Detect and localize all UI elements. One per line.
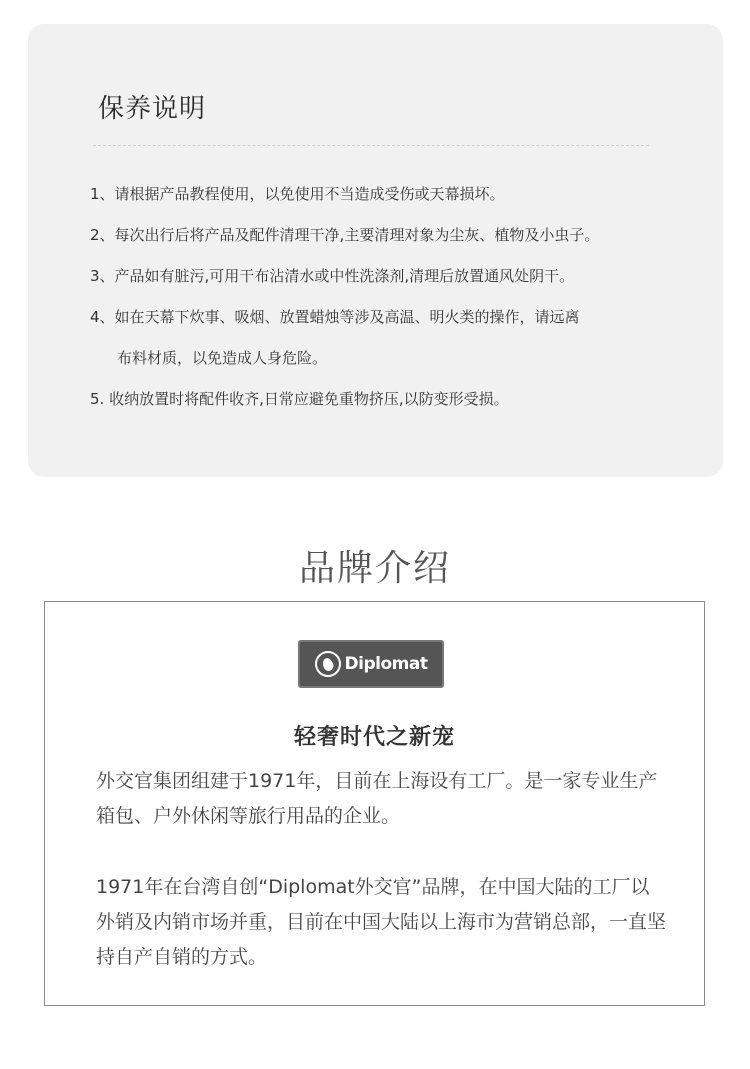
care-item (90, 256, 700, 297)
brand-intro-box (44, 601, 705, 1006)
brand-paragraph: 外交官集团组建于1971年，目前在上海设有工厂。是一家专业生产箱包、户外休闲等旅行用品的企业。 (96, 770, 658, 827)
care-item-text: 5. 收纳放置时将配件收齐,日常应避免重物挤压,以防变形受损。 (90, 390, 509, 408)
care-item-text: 4、如在天幕下炊事、吸烟、放置蜡烛等涉及高温、明火类的操作，请远离 (90, 308, 580, 326)
care-title: 保养说明 (98, 94, 207, 124)
care-item-text-continued: 布料材质，以免造成人身危险。 (117, 349, 328, 367)
logo-text: Diplomat (344, 654, 428, 674)
care-item (90, 379, 700, 420)
care-item-text: 3、产品如有脏污,可用干布沾清水或中性洗涤剂,清理后放置通风处阴干。 (90, 267, 575, 285)
drop-logo-icon (315, 651, 341, 677)
brand-heading: 品牌介绍 (298, 548, 451, 589)
brand-paragraph: 1971年在台湾自创“Diplomat外交官”品牌，在中国大陆的工厂以外销及内销市场并重，目前在中国大陆以上海市为营销总部，一直坚持自产自销的方式。 (96, 876, 667, 968)
care-item-text: 1、请根据产品教程使用，以免使用不当造成受伤或天幕损坏。 (90, 185, 505, 203)
care-list (90, 174, 700, 420)
care-instructions-card (28, 24, 723, 477)
brand-slogan: 轻奢时代之新宠 (293, 725, 455, 750)
care-divider (93, 145, 649, 146)
care-item (90, 215, 700, 256)
care-item (90, 297, 700, 379)
care-item (90, 174, 700, 215)
diplomat-logo (298, 640, 444, 688)
care-item-text: 2、每次出行后将产品及配件清理干净,主要清理对象为尘灰、植物及小虫子。 (90, 226, 600, 244)
